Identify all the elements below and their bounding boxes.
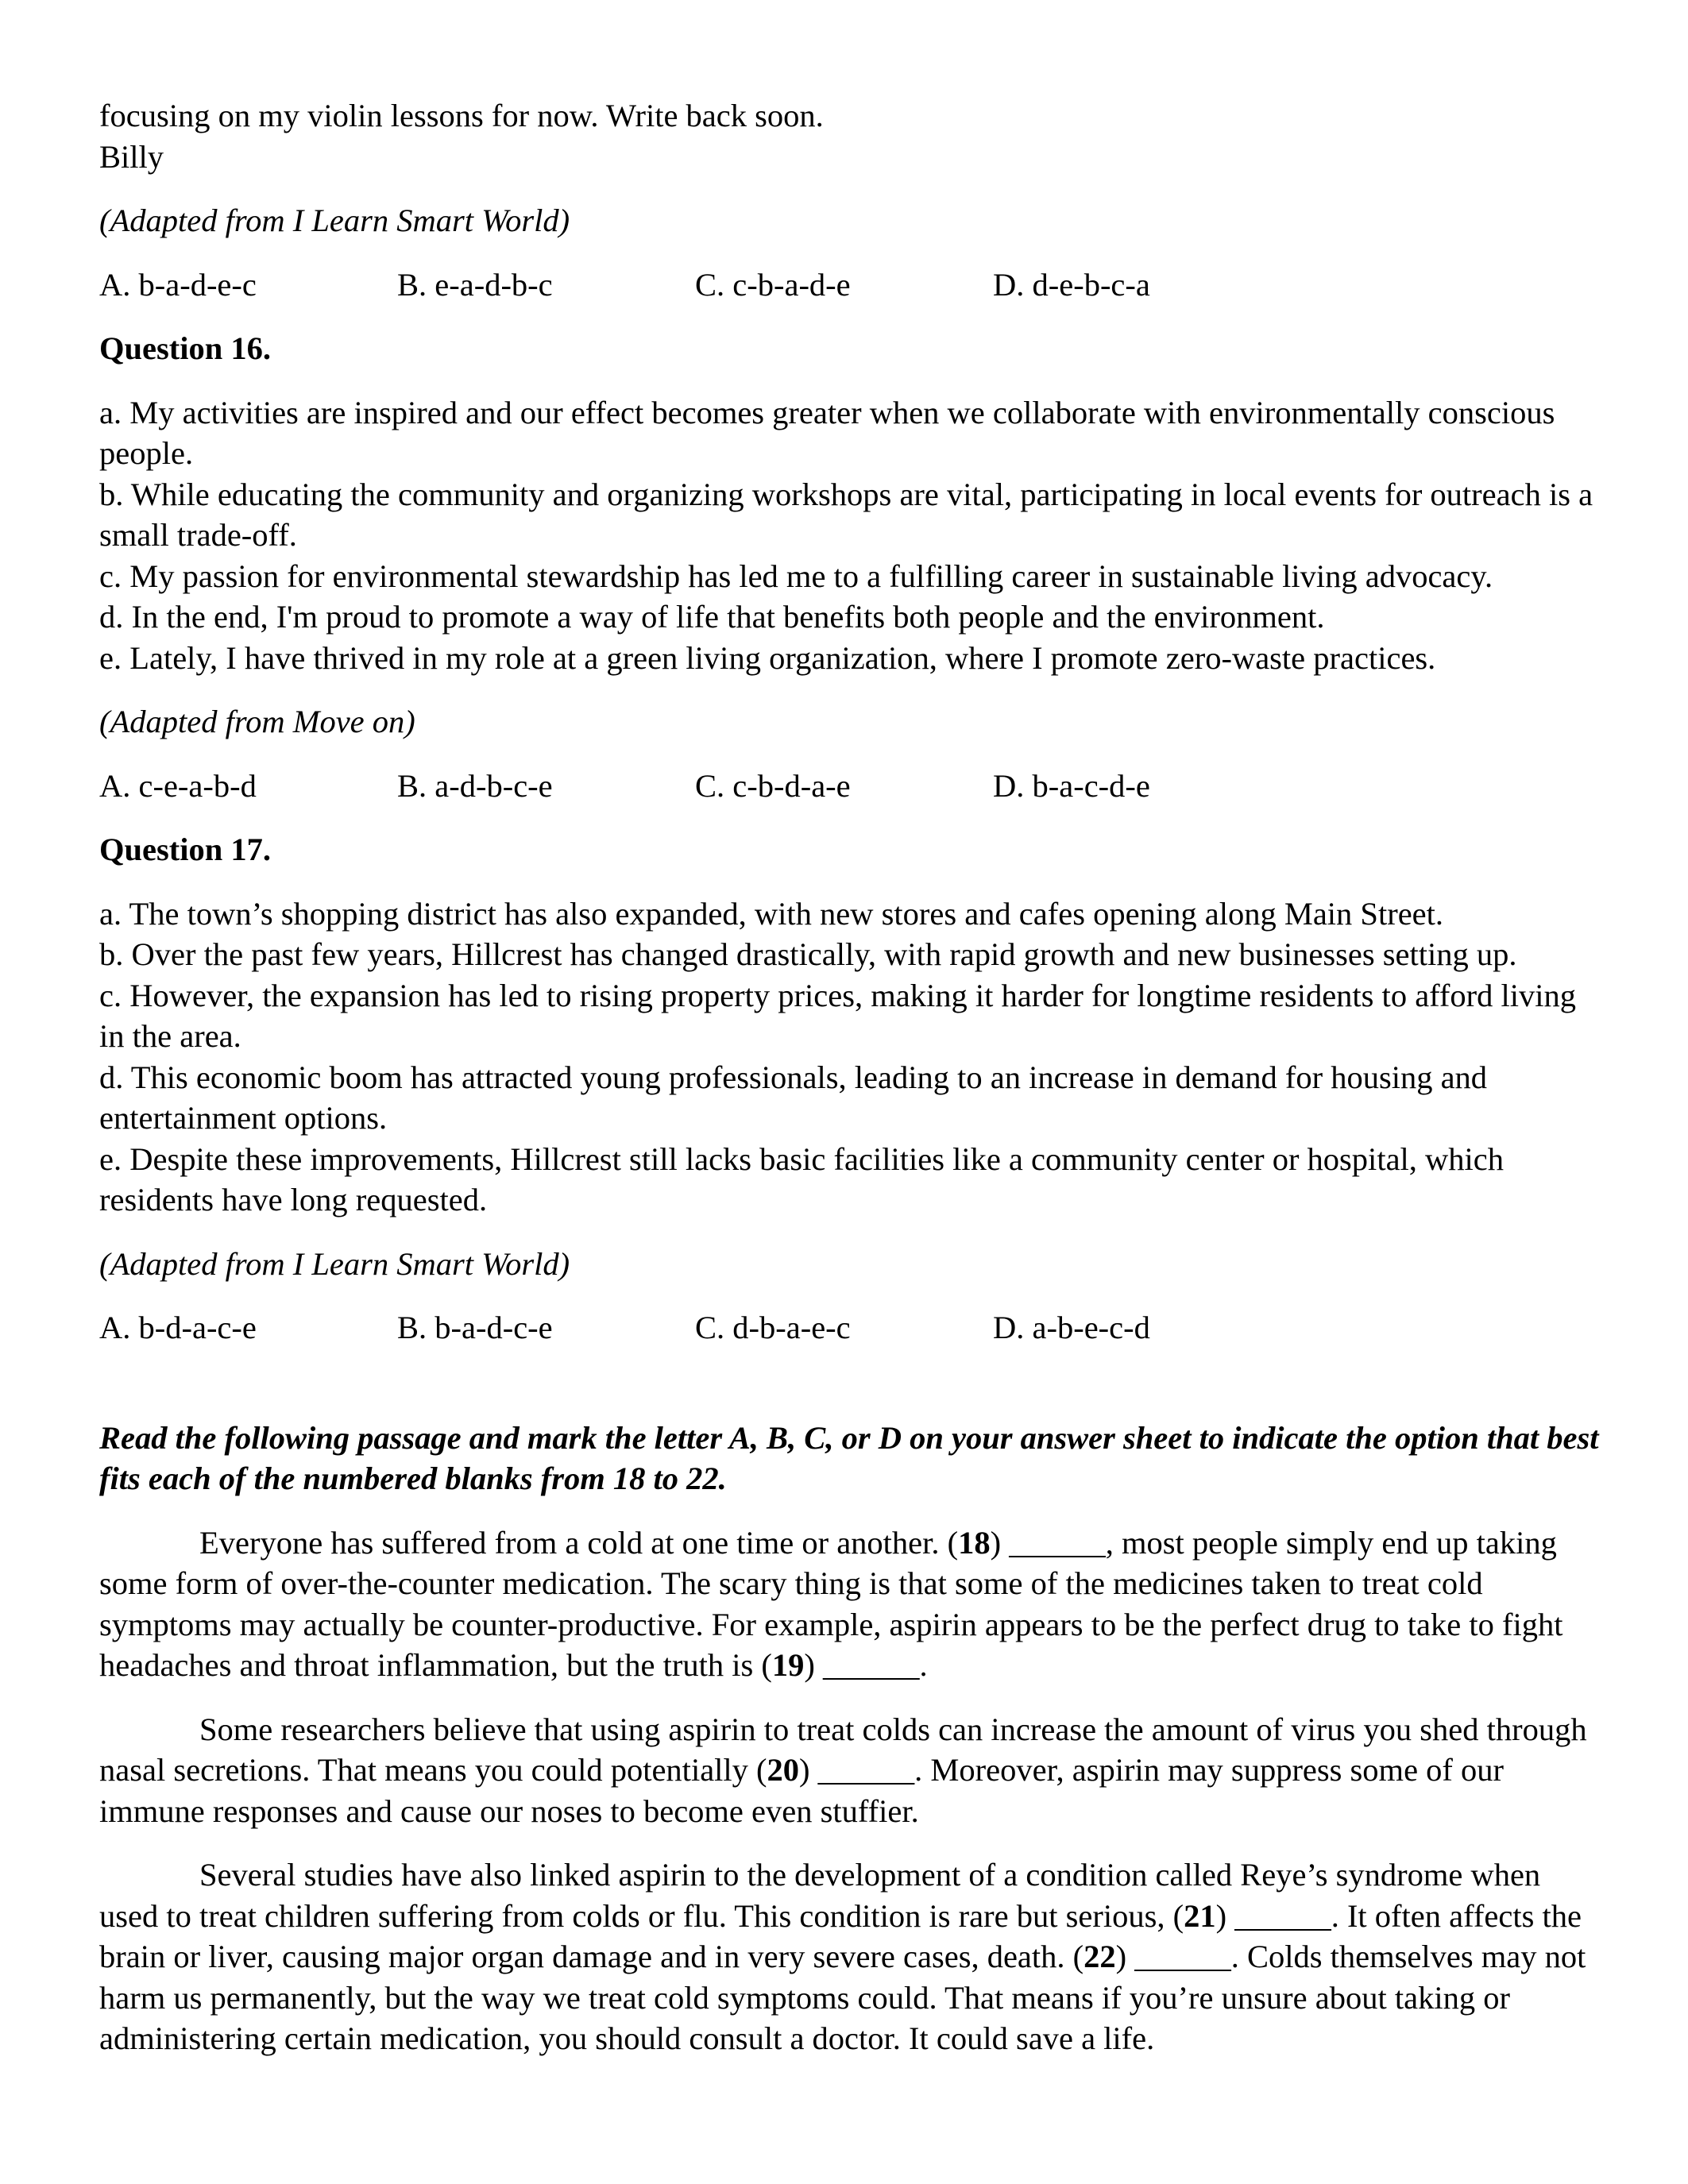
passage-text: ) ______. xyxy=(804,1647,928,1683)
option-a[interactable]: A. b-a-d-e-c xyxy=(99,266,257,303)
passage-text: ) ______. Moreover, aspirin may suppress some of our immune responses and cause our noses to become even stuffier. xyxy=(99,1752,1505,1829)
document-page xyxy=(99,95,1601,2059)
sentence-item: a. The town’s shopping district has also expanded, with new stores and cafes opening along Main Street. xyxy=(99,895,1444,932)
blank-number: 18 xyxy=(958,1524,991,1561)
blank-number: 19 xyxy=(771,1647,805,1683)
option-b[interactable]: B. a-d-b-c-e xyxy=(397,767,553,804)
option-d[interactable]: D. a-b-e-c-d xyxy=(993,1310,1150,1345)
option-d[interactable]: D. b-a-c-d-e xyxy=(993,767,1150,804)
option-a[interactable]: A. b-d-a-c-e xyxy=(99,1310,257,1345)
letter-closing-line: focusing on my violin lessons for now. Write back soon. xyxy=(99,98,824,133)
sentence-item: d. This economic boom has attracted young professionals, leading to an increase in demand for housing and entertainment options. xyxy=(99,1059,1488,1136)
sentence-item: d. In the end, I'm proud to promote a way of life that benefits both people and the environment. xyxy=(99,599,1325,635)
question-16-heading: Question 16. xyxy=(99,330,272,366)
reading-instruction: Read the following passage and mark the letter A, B, C, or D on your answer sheet to indicate the option that best fits each of the numbered blanks from 18 to 22. xyxy=(99,1419,1599,1496)
sentence-item: c. My passion for environmental stewardship has led me to a fulfilling career in sustainable living advocacy. xyxy=(99,558,1493,594)
sentence-item: a. My activities are inspired and our effect becomes greater when we collaborate with environmentally conscious people. xyxy=(99,394,1555,471)
source-citation: (Adapted from Move on) xyxy=(99,704,415,739)
option-c[interactable]: C. c-b-a-d-e xyxy=(695,266,851,303)
sentence-item: e. Lately, I have thrived in my role at a green living organization, where I promote zero-waste practices. xyxy=(99,639,1436,676)
question-17-heading: Question 17. xyxy=(99,832,272,867)
sentence-item: e. Despite these improvements, Hillcrest still lacks basic facilities like a community center or hospital, which residents have long requested. xyxy=(99,1140,1505,1217)
answer-options xyxy=(99,766,1601,807)
passage-text: Several studies have also linked aspirin to the development of a condition called Reye’s syndrome when used to treat children suffering from colds or flu. This condition is rare but serious, ( xyxy=(99,1857,1541,1934)
question-16-items xyxy=(99,392,1601,679)
option-c[interactable]: C. d-b-a-e-c xyxy=(695,1310,851,1345)
sentence-item: c. However, the expansion has led to rising property prices, making it harder for longtime residents to afford living in the area. xyxy=(99,977,1577,1054)
passage-text: ) ______, most people simply end up taking some form of over-the-counter medication. The scary thing is that some of the medicines taken to treat cold symptoms may actually be counter-productive. For example, aspirin appears to be the perfect drug to take to fight headaches and throat inflammation, but the truth is ( xyxy=(99,1524,1563,1683)
sentence-item: b. While educating the community and organizing workshops are vital, participating in local events for outreach is a small trade-off. xyxy=(99,476,1593,553)
passage-paragraph-3 xyxy=(99,1854,1601,2059)
blank-number: 22 xyxy=(1083,1939,1116,1974)
option-d[interactable]: D. d-e-b-c-a xyxy=(993,266,1150,303)
option-a[interactable]: A. c-e-a-b-d xyxy=(99,767,257,804)
source-citation: (Adapted from I Learn Smart World) xyxy=(99,203,570,238)
passage-text: Some researchers believe that using aspirin to treat colds can increase the amount of virus you shed through nasal secretions. That means you could potentially ( xyxy=(99,1711,1587,1788)
passage-paragraph-1 xyxy=(99,1522,1601,1686)
answer-options xyxy=(99,264,1601,306)
sentence-item: b. Over the past few years, Hillcrest has changed drastically, with rapid growth and new businesses setting up. xyxy=(99,936,1517,972)
blank-number: 21 xyxy=(1184,1897,1216,1934)
answer-options xyxy=(99,1307,1601,1349)
letter-signature: Billy xyxy=(99,138,164,175)
passage-text: Everyone has suffered from a cold at one time or another. ( xyxy=(199,1524,959,1561)
option-b[interactable]: B. b-a-d-c-e xyxy=(397,1310,553,1345)
option-b[interactable]: B. e-a-d-b-c xyxy=(397,266,553,303)
source-citation: (Adapted from I Learn Smart World) xyxy=(99,1245,570,1282)
passage-paragraph-2 xyxy=(99,1709,1601,1832)
option-c[interactable]: C. c-b-d-a-e xyxy=(695,767,851,804)
passage-text: ) ______. Colds themselves may not harm us permanently, but the way we treat cold symptoms could. That means if you’re unsure about taking or administering certain medication, you should consult a doctor. It could save a life. xyxy=(99,1939,1586,2056)
passage-text: ) ______. It often affects the brain or liver, causing major organ damage and in very severe cases, death. ( xyxy=(99,1897,1582,1974)
blank-number: 20 xyxy=(767,1752,800,1788)
question-17-items xyxy=(99,893,1601,1221)
